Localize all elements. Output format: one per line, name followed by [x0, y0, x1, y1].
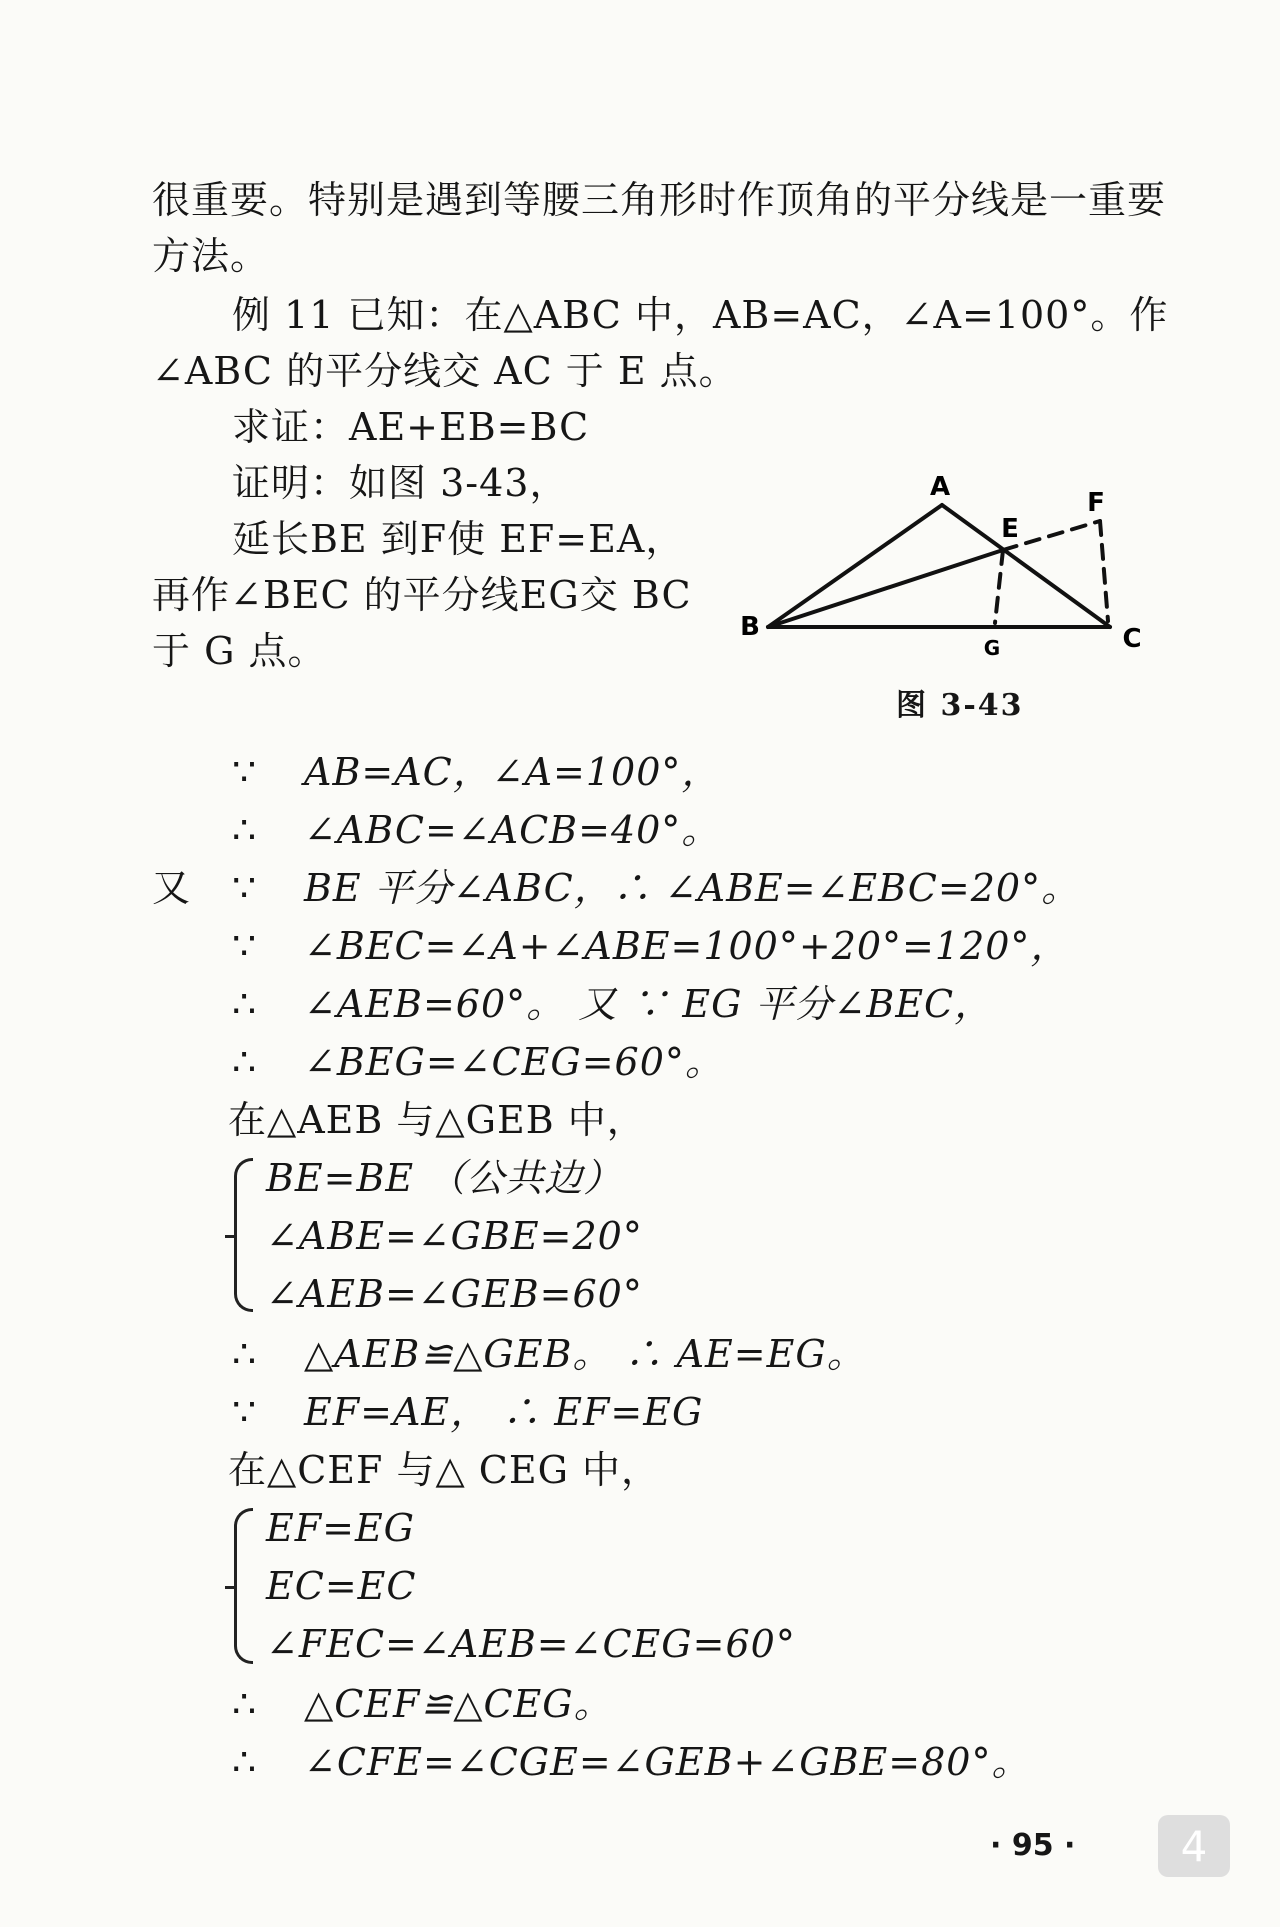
- page-number: · 95 ·: [990, 1828, 1076, 1863]
- label-b: B: [740, 612, 760, 642]
- therefore-symbol: ∴: [232, 1040, 257, 1084]
- therefore-symbol: ∴: [232, 1332, 257, 1376]
- proof-step: EF=AE， ∴ EF=EG: [304, 1390, 704, 1434]
- text-line: 于 G 点。: [152, 629, 327, 673]
- therefore-symbol: ∴: [232, 808, 257, 852]
- proof-step: AB=AC，∠A=100°，: [304, 750, 721, 794]
- condition: ∠AEB=∠GEB=60°: [266, 1272, 643, 1316]
- proof-step: ∠ABC=∠ACB=40°。: [304, 808, 721, 852]
- also-word: 又: [152, 866, 192, 910]
- because-symbol: ∵: [232, 924, 257, 968]
- text-line: ∠ABC 的平分线交 AC 于 E 点。: [152, 349, 738, 393]
- because-symbol: ∵: [232, 1390, 257, 1434]
- proof-step: ∠AEB=60°。 又 ∵ EG 平分∠BEC，: [304, 982, 994, 1026]
- text-line: 再作∠BEC 的平分线EG交 BC: [152, 573, 692, 617]
- therefore-symbol: ∴: [232, 1682, 257, 1726]
- proof-step: ∠CFE=∠CGE=∠GEB+∠GBE=80°。: [304, 1740, 1031, 1784]
- condition: ∠FEC=∠AEB=∠CEG=60°: [266, 1622, 796, 1666]
- condition: BE=BE （公共边）: [266, 1156, 623, 1200]
- triangle-figure: [740, 455, 1160, 685]
- segment-ab: [768, 505, 942, 627]
- brace-system-1: [234, 1158, 253, 1312]
- brace-system-2: [234, 1508, 253, 1664]
- label-g: G: [983, 636, 1001, 660]
- example-title: 例 11 已知：在△ABC 中，AB=AC，∠A=100°。作: [232, 293, 1169, 337]
- segment-be: [768, 550, 1003, 627]
- figure-caption: 图 3-43: [896, 688, 1024, 723]
- proof-step: △CEF≌△CEG。: [304, 1682, 613, 1726]
- because-symbol: ∵: [232, 750, 257, 794]
- prove-statement: 求证：AE+EB=BC: [232, 405, 590, 449]
- text-line: 很重要。特别是遇到等腰三角形时作顶角的平分线是一重要: [152, 178, 1167, 222]
- text-line: 延长BE 到F使 EF=EA，: [232, 517, 685, 561]
- label-f: F: [1087, 488, 1105, 518]
- therefore-symbol: ∴: [232, 1740, 257, 1784]
- condition: EC=EC: [266, 1564, 417, 1608]
- condition: ∠ABE=∠GBE=20°: [266, 1214, 643, 1258]
- proof-step: 在△AEB 与△GEB 中，: [228, 1098, 646, 1142]
- text-line: 方法。: [152, 234, 270, 278]
- label-e: E: [1001, 514, 1019, 544]
- label-c: C: [1122, 624, 1142, 654]
- proof-heading: 证明：如图 3-43，: [232, 461, 569, 505]
- segment-eg: [995, 550, 1003, 623]
- proof-step: 在△CEF 与△ CEG 中，: [228, 1448, 661, 1492]
- because-symbol: ∵: [232, 866, 257, 910]
- segment-fc: [1100, 521, 1108, 621]
- condition: EF=EG: [266, 1506, 416, 1550]
- therefore-symbol: ∴: [232, 982, 257, 1026]
- label-a: A: [929, 472, 951, 502]
- proof-step: ∠BEG=∠CEG=60°。: [304, 1040, 724, 1084]
- proof-step: BE 平分∠ABC，∴ ∠ABE=∠EBC=20°。: [304, 866, 1081, 910]
- proof-step: △AEB≌△GEB。 ∴ AE=EG。: [304, 1332, 866, 1376]
- segment-ac: [942, 505, 1110, 627]
- page-badge: 4: [1158, 1815, 1230, 1877]
- proof-step: ∠BEC=∠A+∠ABE=100°+20°=120°，: [304, 924, 1070, 968]
